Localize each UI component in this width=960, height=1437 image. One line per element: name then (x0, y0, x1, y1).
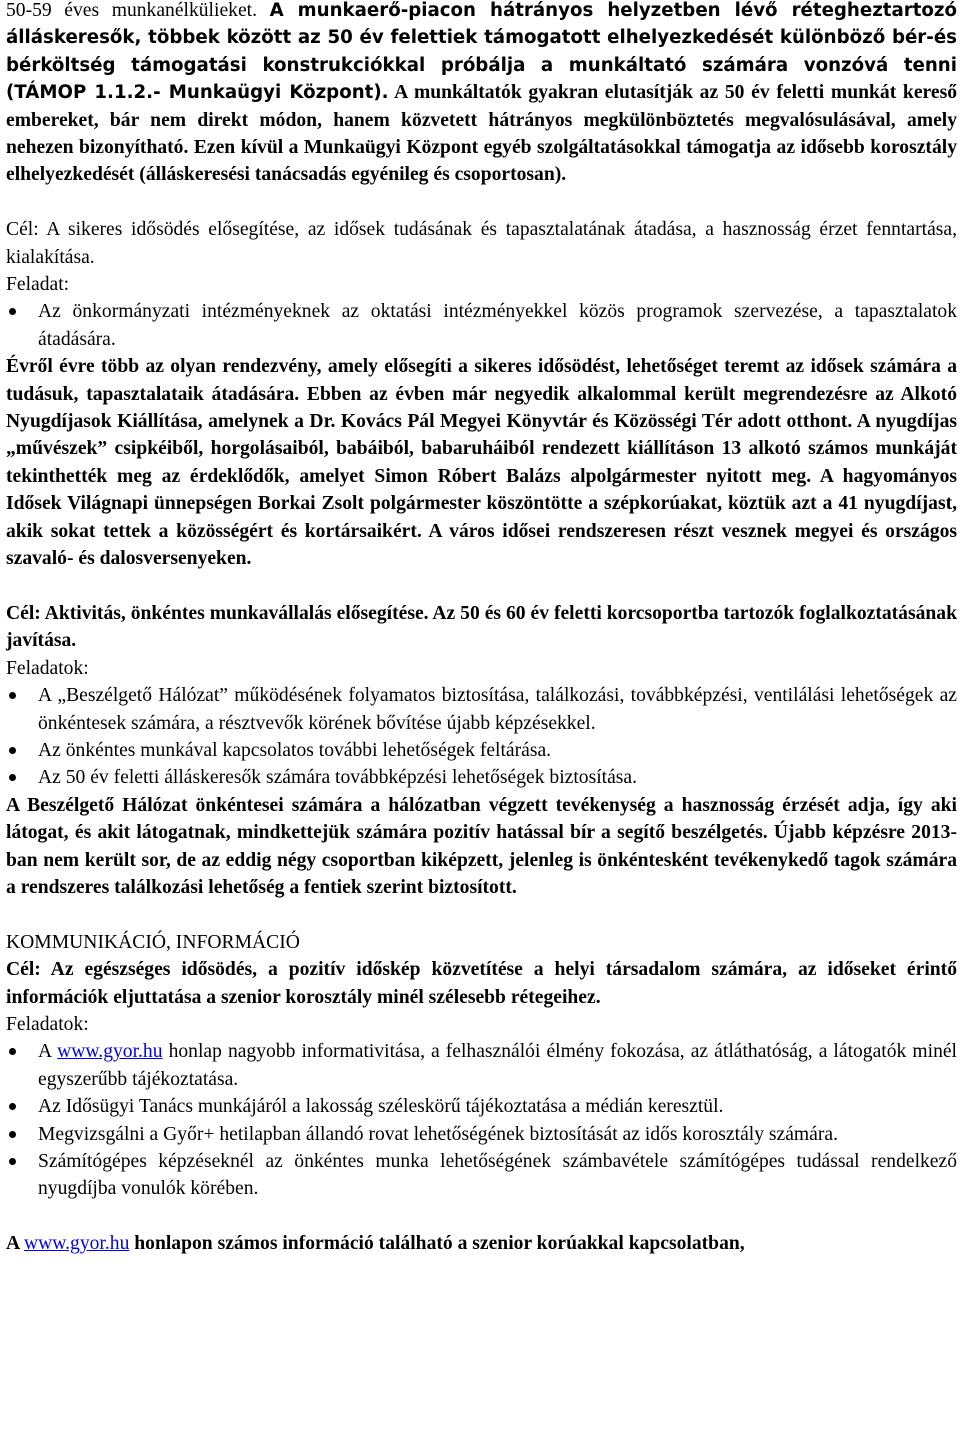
bullet-icon (9, 692, 16, 699)
gyor-link[interactable]: www.gyor.hu (23, 1233, 130, 1255)
intro-sans-text: A munkaerő-piacon hátrányos helyzetben lévő rétegheztartozó álláskeresők, többek között az 50 év felettiek támogatott elhelyezkedését különböző bér-és bérköltség támogatási konstrukciókkal próbálja a munkáltató számára vonzóvá tenni (TÁMOP 1.1.2.- Munkaügyi Központ). (6, 0, 957, 104)
list-item: Az önkéntes munkával kapcsolatos további lehetőségek feltárása. (6, 737, 957, 764)
intro-bold-text: A munkáltatók gyakran elutasítják az 50 év feletti munkát kereső embereket, bár nem direkt módon, hanem közvetett hátrányos megkülönböztetés megvalósulásával, amely nehezen bizonyítható. Ezen kívül a Munkaügyi Központ egyéb szolgáltatásokkal támogatja az idősebb korosztály elhelyezkedését (álláskeresési tanácsadás egyénileg és csoportosan). (6, 82, 957, 186)
task-label-3: Feladatok: (6, 1013, 89, 1035)
list-item: Az Idősügyi Tanács munkájáról a lakosság széleskörű tájékoztatása a médián keresztül. (6, 1093, 957, 1120)
goal-1: Cél: A sikeres idősödés elősegítése, az idősek tudásának és tapasztalatának átadása, a hasznosság érzet fenntartása, kialakítása. (6, 219, 957, 268)
spacer (6, 901, 957, 928)
section-heading: KOMMUNIKÁCIÓ, INFORMÁCIÓ (6, 931, 300, 953)
task-list-3 (6, 1038, 957, 1202)
goal-2: Cél: Aktivitás, önkéntes munkavállalás elősegítése. Az 50 és 60 év feletti korcsoportba tartozók foglalkoztatásának javítása. (6, 602, 957, 652)
spacer (6, 573, 957, 600)
closing-paragraph: A www.gyor.hu honlapon számos információ található a szenior korúakkal kapcsolatban, (6, 1233, 745, 1255)
list-item: A www.gyor.hu honlap nagyobb informativitása, a felhasználói élmény fokozása, az átláthatóság, a látogatók minél egyszerűbb tájékoztatása. (6, 1038, 957, 1093)
bullet-icon (9, 747, 16, 754)
bullet-icon (9, 308, 16, 315)
body-paragraph-2: A Beszélgető Hálózat önkéntesei számára a hálózatban végzett tevékenység a hasznosság érzését adja, így aki látogat, és akit látogatnak, mindkettejük számára pozitív hatással bír a segítő beszélgetés. Újabb képzésre 2013-ban nem került sor, de az eddig négy csoportban kiképzett, jelenleg is önkéntesként tevékenykedő tagok számára a rendszeres találkozási lehetőség a fentiek szerint biztosított. (6, 794, 957, 898)
spacer (6, 189, 957, 216)
list-item: Számítógépes képzéseknél az önkéntes munka lehetőségének számbavétele számítógépes tudással rendelkező nyugdíjba vonulók körében. (6, 1148, 957, 1203)
task-label-1: Feladat: (6, 274, 70, 296)
list-item: Az 50 év feletti álláskeresők számára továbbképzési lehetőségek biztosítása. (6, 764, 957, 791)
list-item: A „Beszélgető Hálózat” működésének folyamatos biztosítása, találkozási, továbbképzési, ventilálási lehetőségek az önkéntesek számára, a résztvevők körének bővítése újabb képzésekkel. (6, 682, 957, 737)
bullet-icon (9, 1103, 16, 1110)
bullet-icon (9, 1131, 16, 1138)
task-list-2 (6, 682, 957, 792)
task-list-1 (6, 298, 957, 353)
bullet-icon (9, 1048, 16, 1055)
document-page (6, 0, 957, 1258)
spacer (6, 1203, 957, 1230)
gyor-link[interactable]: www.gyor.hu (57, 1041, 163, 1063)
bullet-icon (9, 774, 16, 781)
goal-3: Cél: Az egészséges idősödés, a pozitív időskép közvetítése a helyi társadalom számára, az időseket érintő információk eljuttatása a szenior korosztály minél szélesebb rétegeihez. (6, 959, 957, 1008)
intro-paragraph (6, 0, 957, 189)
bullet-icon (9, 1158, 16, 1165)
list-item: Az önkormányzati intézményeknek az oktatási intézményekkel közös programok szervezése, a tapasztalatok átadására. (6, 298, 957, 353)
list-item: Megvizsgálni a Győr+ hetilapban állandó rovat lehetőségének biztosítását az idős korosztály számára. (6, 1121, 957, 1148)
task-label-2: Feladatok: (6, 657, 89, 679)
body-paragraph-1: Évről évre több az olyan rendezvény, amely elősegíti a sikeres idősödést, lehetőséget teremt az idősek számára a tudásuk, tapasztalataik átadására. Ebben az évben már negyedik alkalommal került megrendezésre az Alkotó Nyugdíjasok Kiállítása, amelynek a Dr. Kovács Pál Megyei Könyvtár és Közösségi Tér adott otthont. A nyugdíjas „művészek” csipkéiből, horgolásaiból, babáiból, babaruháiból rendezett kiállításon 13 alkotó számos munkáját tekinthették meg az érdeklődők, amelyet Simon Róbert Balázs alpolgármester nyitott meg. A hagyományos Idősek Világnapi ünnepségen Borkai Zsolt polgármester köszöntötte a szépkorúakat, köztük azt a 41 nyugdíjast, akik sokat tettek a közösségért és kortársaikért. A város idősei rendszeresen részt vesznek megyei és országos szavaló- és dalosversenyeken. (6, 356, 957, 570)
intro-text: 50-59 éves munkanélkülieket. (6, 0, 270, 21)
